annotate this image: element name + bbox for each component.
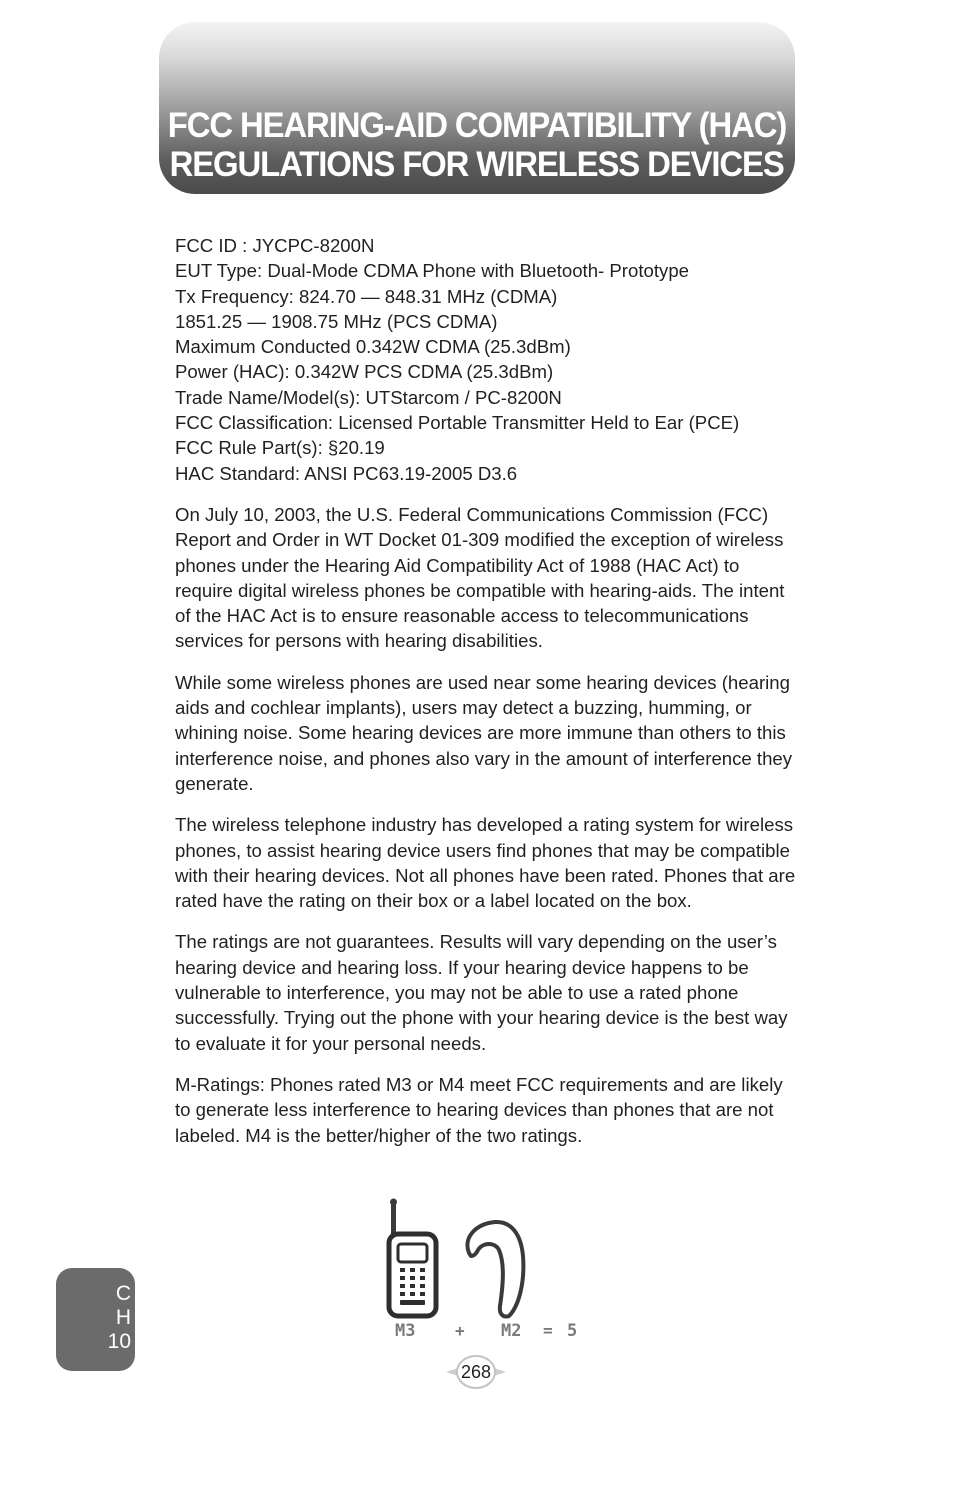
header-title-line-1: FCC HEARING-AID COMPATIBILITY (HAC) xyxy=(167,106,787,145)
hearing-aid-icon xyxy=(467,1222,523,1317)
paragraph-m-ratings: M-Ratings: Phones rated M3 or M4 meet FCC requirements and are likely to generate less interference to hearing devices than phones that are not labeled. M4 is the better/higher of the two ratings. xyxy=(175,1073,783,1146)
spec-fcc-id: FCC ID : JYCPC-8200N xyxy=(175,235,375,256)
spec-eut-type: EUT Type: Dual-Mode CDMA Phone with Bluetooth- Prototype xyxy=(175,260,689,282)
total-rating-value: 5 xyxy=(567,1321,578,1341)
spec-pcs-frequency: 1851.25 — 1908.75 MHz (PCS CDMA) xyxy=(175,310,498,332)
spec-fcc-rule-part: FCC Rule Part(s): §20.19 xyxy=(175,437,385,459)
paragraph-rating-system: The wireless telephone industry has developed a rating system for wireless phones, to assist hearing device users find phones that may be compatible with their hearing devices. Not all phones have been rated. Phones that are rated have the rating on their box or a label located on the box. xyxy=(175,814,796,912)
header-title-line-2: REGULATIONS FOR WIRELESS DEVICES xyxy=(169,145,785,184)
phone-rating-label: M3 xyxy=(395,1321,416,1341)
paragraph-fcc-report: On July 10, 2003, the U.S. Federal Communications Commission (FCC) Report and Order in WT Docket 01-309 modified the exception of wireless phones under the Hearing Aid Compatibility Act of 1988 (HAC Act) to require digital wireless phones be compatible with hearing-aids. The intent of the HAC Act is to ensure reasonable access to telecommunications services for persons with hearing disabilities. xyxy=(175,503,785,652)
chapter-header-banner xyxy=(159,22,795,194)
spec-tx-frequency: Tx Frequency: 824.70 — 848.31 MHz (CDMA) xyxy=(175,285,558,307)
plus-sign: + xyxy=(455,1321,465,1340)
chapter-tab xyxy=(56,1268,135,1371)
cell-phone-icon xyxy=(389,1199,436,1317)
chapter-tab-letter-c: C xyxy=(115,1282,131,1305)
spec-trade-name: Trade Name/Model(s): UTStarcom / PC-8200N xyxy=(175,386,562,408)
spec-fcc-classification: FCC Classification: Licensed Portable Transmitter Held to Ear (PCE) xyxy=(175,412,740,434)
chapter-tab-letter-h: H xyxy=(115,1306,131,1329)
paragraph-interference: While some wireless phones are used near some hearing devices (hearing aids and cochlear implants), users may detect a buzzing, humming, or whining noise. Some hearing devices are more immune than others to this interference noise, and phones also vary in the amount of interference they generate. xyxy=(175,671,793,794)
page-number-badge xyxy=(444,1354,508,1390)
device-spec-list xyxy=(175,233,800,486)
hac-rating-illustration xyxy=(383,1198,593,1344)
paragraph-no-guarantee: The ratings are not guarantees. Results will vary depending on the user’s hearing device and hearing loss. If your hearing device happens to be vulnerable to interference, you may not be able to use a rated phone successfully. Trying out the phone with your hearing device is the best way to evaluate it for your personal needs. xyxy=(175,931,788,1054)
hearing-aid-rating-label: M2 xyxy=(501,1321,522,1341)
chapter-tab-number: 10 xyxy=(107,1330,131,1353)
spec-power-hac: Power (HAC): 0.342W PCS CDMA (25.3dBm) xyxy=(175,361,554,383)
page-body xyxy=(175,233,800,1148)
equals-sign: = xyxy=(543,1321,553,1340)
spec-max-conducted: Maximum Conducted 0.342W CDMA (25.3dBm) xyxy=(175,336,571,358)
page-number: 268 xyxy=(460,1361,492,1382)
spec-hac-standard: HAC Standard: ANSI PC63.19-2005 D3.6 xyxy=(175,462,518,484)
